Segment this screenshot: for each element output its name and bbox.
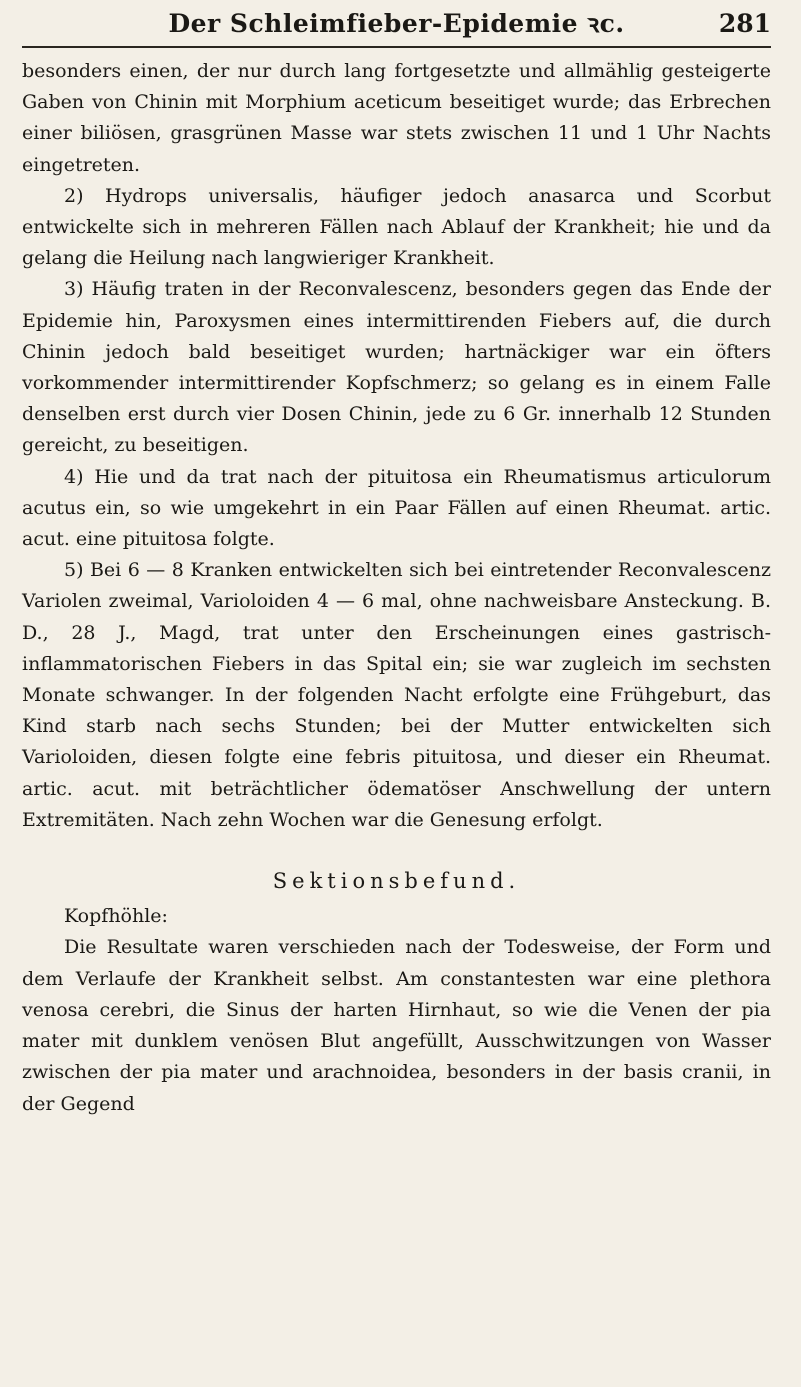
section-heading: Sektionsbefund. [272, 869, 521, 894]
paragraph-3: 3) Häufig traten in der Reconvalescenz, besonders gegen das Ende der Epidemie hin, Paroxysmen eines intermittirenden Fiebers auf, die durch Chinin jedoch bald beseitiget wurden; hartnäckiger war ein öfters vorkommender intermittirender Kopfschmerz; so gelang es in einem Falle denselben erst durch vier Dosen Chinin, jede zu 6 Gr. innerhalb 12 Stunden gereicht, zu beseitigen. [22, 278, 771, 457]
paragraph-5: 5) Bei 6 — 8 Kranken entwickelten sich bei eintretender Reconvalescenz Variolen zweimal, Varioloiden 4 — 6 mal, ohne nachweisbare Ansteckung. B. D., 28 J., Magd, trat unter den Erscheinungen eines gastrisch-inflammatorischen Fiebers in das Spital ein; sie war zugleich im sechsten Monate schwanger. In der folgenden Nacht erfolgte eine Frühgeburt, das Kind starb nach sechs Stunden; bei der Mutter entwickelten sich Varioloiden, diesen folgte eine febris pituitosa, und dieser ein Rheumat. artic. acut. mit beträchtlicher ödematöser Anschwellung der untern Extremitäten. Nach zehn Wochen war die Genesung erfolgt. [22, 559, 771, 831]
paragraph-2: 2) Hydrops universalis, häufiger jedoch anasarca und Scorbut entwickelte sich in mehreren Fällen nach Ablauf der Krankheit; hie und da gelang die Heilung nach langwieriger Krankheit. [22, 184, 771, 270]
running-title: Der Schleimfieber-Epidemie ꝛc. [168, 9, 625, 38]
paragraph-1: besonders einen, der nur durch lang fortgesetzte und allmählig gesteigerte Gaben von Chinin mit Morphium aceticum beseitiget wurde; das Erbrechen einer biliösen, grasgrünen Masse war stets zwischen 11 und 1 Uhr Nachts eingetreten. [22, 60, 771, 176]
page-body [22, 56, 771, 1120]
paragraph-6: Die Resultate waren verschieden nach der Todesweise, der Form und dem Verlaufe der Krankheit selbst. Am constantesten war eine plethora venosa cerebri, die Sinus der harten Hirnhaut, so wie die Venen der pia mater mit dunklem venösen Blut angefüllt, Ausschwitzungen von Wasser zwischen der pia mater und arachnoidea, besonders in der basis cranii, in der Gegend [22, 936, 771, 1115]
paragraph-4: 4) Hie und da trat nach der pituitosa ein Rheumatismus articulorum acutus ein, so wie umgekehrt in ein Paar Fällen auf einen Rheumat. artic. acut. eine pituitosa folgte. [22, 465, 771, 551]
page-number: 281 [718, 9, 771, 38]
running-header [22, 6, 771, 48]
subheading-kopfhoehle: Kopfhöhle: [64, 905, 168, 928]
